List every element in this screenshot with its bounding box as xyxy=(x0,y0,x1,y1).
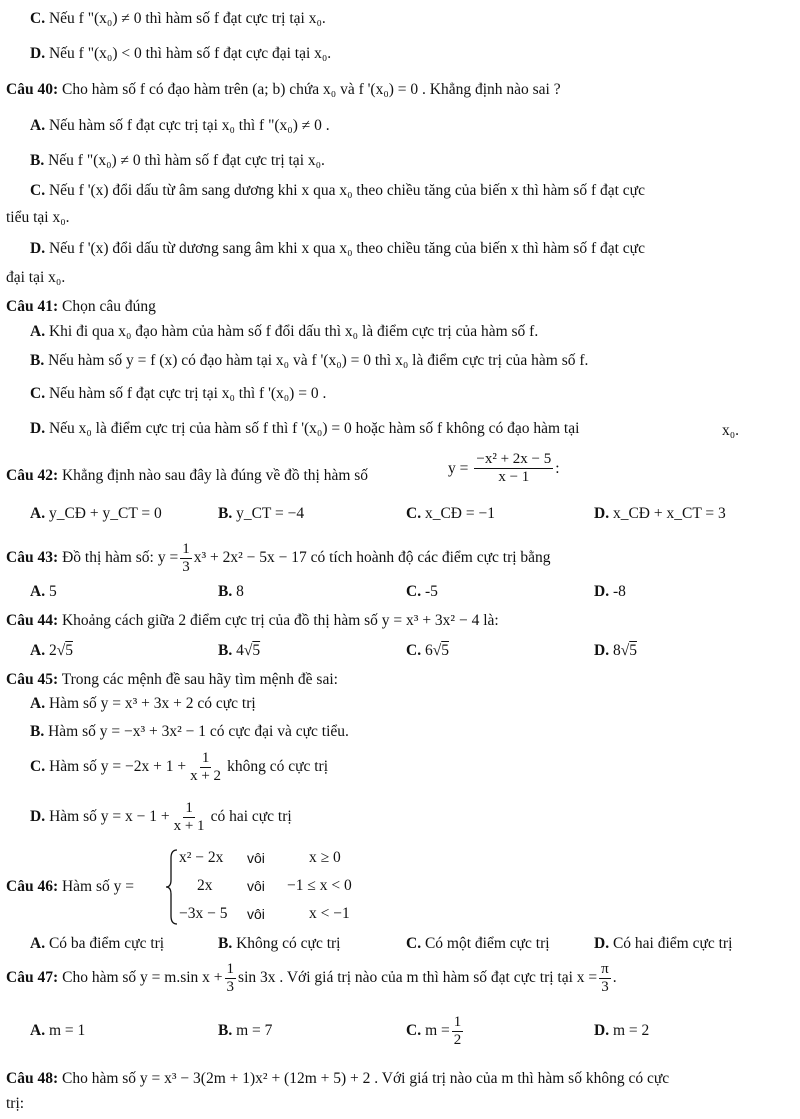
option-a: A. 2√5 xyxy=(30,642,73,659)
option-text: Hàm số y = x − 1 + xyxy=(49,808,170,825)
piece-cond: x < −1 xyxy=(309,905,350,922)
coefficient: 2 xyxy=(48,642,57,659)
option-d: D. 8√5 xyxy=(594,642,637,659)
question-label: Câu 42: xyxy=(6,467,59,484)
radicand: 5 xyxy=(65,642,73,659)
fraction xyxy=(172,801,207,834)
numerator: 1 xyxy=(453,1013,462,1030)
option-label: B. xyxy=(218,505,233,522)
option-text: y_CĐ + y_CT = 0 xyxy=(48,505,162,522)
option-label: C. xyxy=(406,1022,422,1039)
option-c xyxy=(406,934,550,954)
option-text: Nếu x₀ là điểm cực trị của hàm số f thì f '(x₀) = 0 hoặc hàm số f không có đạo hàm tại xyxy=(48,420,580,437)
option-label: C. xyxy=(406,583,422,600)
piece-cond: −1 ≤ x < 0 xyxy=(287,877,352,894)
denominator: x − 1 xyxy=(498,469,530,485)
option-label: B. xyxy=(30,723,45,740)
question-stem: Khẳng định nào sau đây là đúng về đồ thị hàm số xyxy=(61,467,369,484)
coefficient: 4 xyxy=(236,642,244,659)
option-text: Không có cực trị xyxy=(236,935,341,952)
option-b xyxy=(218,582,244,602)
option-d xyxy=(594,582,626,602)
option-text: -8 xyxy=(612,583,626,600)
option-c-continuation: tiểu tại x₀. xyxy=(6,209,70,226)
option-text: Nếu f "(x₀) ≠ 0 thì hàm số f đạt cực trị tại x₀. xyxy=(48,152,325,169)
option-label: C. xyxy=(30,182,46,199)
option-label: D. xyxy=(30,45,46,62)
option-a xyxy=(30,582,57,602)
fraction xyxy=(599,962,611,995)
function-lhs: y = xyxy=(448,459,469,477)
option-label: B. xyxy=(30,152,45,169)
option-label: D. xyxy=(594,505,610,522)
option-label: C. xyxy=(30,758,46,775)
option-text: Hàm số y = x³ + 3x + 2 có cực trị xyxy=(48,695,256,712)
question-47 xyxy=(6,958,617,998)
option-text: Có ba điểm cực trị xyxy=(48,935,165,952)
question-stem: Cho hàm số y = x³ − 3(2m + 1)x² + (12m + 5) + 2 . Với giá trị nào của m thì hàm số không có cực xyxy=(61,1070,670,1087)
option-text: Nếu hàm số f đạt cực trị tại x₀ thì f "(x₀) ≠ 0 . xyxy=(48,117,330,134)
question-40 xyxy=(6,80,561,100)
question-stem: Cho hàm số f có đạo hàm trên (a; b) chứa x₀ và f '(x₀) = 0 . Khẳng định nào sai ? xyxy=(61,81,561,98)
question-label: Câu 45: xyxy=(6,671,59,688)
option-c xyxy=(406,1011,465,1051)
question-label: Câu 46: xyxy=(6,878,59,895)
option-d xyxy=(594,1021,649,1041)
option-a xyxy=(30,116,330,136)
question-stem: Đồ thị hàm số: xyxy=(62,549,154,566)
question-48 xyxy=(6,1069,669,1089)
option-d xyxy=(30,239,645,259)
option-b xyxy=(30,722,349,742)
option-text: Nếu f "(x₀) < 0 thì hàm số f đạt cực đại tại x₀. xyxy=(48,45,332,62)
option-label: A. xyxy=(30,117,46,134)
option-text: x_CĐ + x_CT = 3 xyxy=(612,505,726,522)
option-d-tail: x₀. xyxy=(722,422,740,439)
option-label: A. xyxy=(30,1022,46,1039)
option-label: A. xyxy=(30,505,46,522)
option-d xyxy=(30,797,292,837)
option-d xyxy=(594,504,726,524)
question-label: Câu 43: xyxy=(6,549,59,566)
option-c xyxy=(30,384,326,404)
option-label: C. xyxy=(406,642,422,659)
numerator: −x² + 2x − 5 xyxy=(476,451,552,467)
question-label: Câu 48: xyxy=(6,1070,59,1087)
q42-function xyxy=(448,452,560,485)
question-stem-rest: x³ + 2x² − 5x − 17 có tích hoành độ các điểm cực trị bằng xyxy=(193,549,551,566)
option-text: x_CĐ = −1 xyxy=(424,505,495,522)
radicand: 5 xyxy=(629,642,637,659)
option-d xyxy=(30,44,331,64)
option-label: A. xyxy=(30,642,46,659)
denominator: 3 xyxy=(226,978,235,995)
option-label: D. xyxy=(30,240,46,257)
option-text: m = 2 xyxy=(612,1022,650,1039)
option-text-tail: không có cực trị xyxy=(227,758,329,775)
question-stem: Cho hàm số y = m.sin x + xyxy=(62,969,223,986)
option-label: D. xyxy=(30,420,46,437)
option-a xyxy=(30,322,538,342)
option-label: B. xyxy=(218,1022,233,1039)
option-label: D. xyxy=(594,583,610,600)
option-label: C. xyxy=(30,10,46,27)
question-stem-mid: sin 3x . Với giá trị nào của m thì hàm số đạt cực trị tại x = xyxy=(238,969,598,986)
option-a xyxy=(30,1021,85,1041)
option-text: m = 7 xyxy=(236,1022,273,1039)
option-label: D. xyxy=(594,1022,610,1039)
denominator: 3 xyxy=(182,558,190,575)
fraction xyxy=(452,1015,464,1048)
option-label: D. xyxy=(594,935,610,952)
option-c xyxy=(30,181,645,201)
numerator: 1 xyxy=(182,540,190,557)
function-lhs: y = xyxy=(157,549,179,566)
fraction xyxy=(474,452,553,485)
option-label: A. xyxy=(30,935,46,952)
option-c xyxy=(30,747,328,787)
option-c: C. 6√5 xyxy=(406,642,449,659)
denominator: x + 2 xyxy=(190,767,222,784)
piece-expr: x² − 2x xyxy=(179,849,224,866)
question-label: Câu 41: xyxy=(6,298,59,315)
coefficient: 6 xyxy=(424,642,433,659)
denominator: x + 1 xyxy=(173,817,205,834)
option-label: A. xyxy=(30,583,46,600)
question-stem: Khoảng cách giữa 2 điểm cực trị của đồ thị hàm số y = x³ + 3x² − 4 là: xyxy=(61,612,499,629)
option-b: B. 4√5 xyxy=(218,642,261,659)
option-c xyxy=(406,504,495,524)
option-label: C. xyxy=(30,385,46,402)
piecewise-function xyxy=(165,848,365,926)
question-label: Câu 40: xyxy=(6,81,59,98)
option-label: D. xyxy=(30,808,46,825)
option-c xyxy=(30,9,326,29)
question-41 xyxy=(6,297,156,317)
option-text: -5 xyxy=(424,583,438,600)
question-stem: Hàm số y = xyxy=(61,878,135,895)
option-label: D. xyxy=(594,642,610,659)
option-text: Nếu hàm số f đạt cực trị tại x₀ thì f '(x₀) = 0 . xyxy=(48,385,327,402)
option-text: m = xyxy=(425,1022,450,1039)
option-label: B. xyxy=(218,642,233,659)
question-45 xyxy=(6,670,338,690)
fraction xyxy=(180,542,192,575)
fraction xyxy=(188,751,223,784)
option-text: 8 xyxy=(236,583,244,600)
denominator: 3 xyxy=(601,978,609,995)
question-label: Câu 47: xyxy=(6,969,59,986)
piece-expr: −3x − 5 xyxy=(179,905,228,922)
option-b xyxy=(218,934,340,954)
option-b xyxy=(218,504,304,524)
option-text: Nếu hàm số y = f (x) có đạo hàm tại x₀ và f '(x₀) = 0 thì x₀ là điểm cực trị của hàm số f. xyxy=(48,352,589,369)
option-label: A. xyxy=(30,323,46,340)
option-text-tail: có hai cực trị xyxy=(210,808,292,825)
option-b xyxy=(218,1021,272,1041)
option-c xyxy=(406,582,438,602)
coefficient: 8 xyxy=(612,642,621,659)
question-46 xyxy=(6,877,134,897)
option-label: B. xyxy=(218,935,233,952)
option-text: Nếu f '(x) đổi dấu từ âm sang dương khi x qua x₀ theo chiều tăng của biến x thì hàm số f đạt cực xyxy=(48,182,645,199)
option-text: y_CT = −4 xyxy=(236,505,305,522)
option-text: 5 xyxy=(48,583,57,600)
option-b xyxy=(30,151,325,171)
period: . xyxy=(612,969,617,986)
radicand: 5 xyxy=(441,642,449,659)
piece-word: vôi xyxy=(247,906,265,922)
numerator: π xyxy=(601,960,609,977)
option-label: A. xyxy=(30,695,46,712)
question-stem: Trong các mệnh đề sau hãy tìm mệnh đề sai: xyxy=(61,671,338,688)
option-label: C. xyxy=(406,505,422,522)
option-label: B. xyxy=(30,352,45,369)
piece-expr: 2x xyxy=(197,877,213,894)
option-label: B. xyxy=(218,583,233,600)
option-a xyxy=(30,504,162,524)
option-d xyxy=(594,934,732,954)
radicand: 5 xyxy=(252,642,261,659)
denominator: 2 xyxy=(453,1031,462,1048)
question-44 xyxy=(6,611,499,631)
question-stem: Chọn câu đúng xyxy=(61,298,156,315)
numerator: 1 xyxy=(185,799,193,816)
option-b xyxy=(30,351,588,371)
option-a xyxy=(30,934,164,954)
piece-cond: x ≥ 0 xyxy=(309,849,341,866)
option-a xyxy=(30,694,256,714)
option-text: Hàm số y = −x³ + 3x² − 1 có cực đại và cực tiểu. xyxy=(48,723,349,740)
option-label: C. xyxy=(406,935,422,952)
colon: : xyxy=(555,459,560,477)
option-text: Có hai điểm cực trị xyxy=(612,935,733,952)
option-text: Có một điểm cực trị xyxy=(424,935,550,952)
question-43 xyxy=(6,538,551,578)
fraction xyxy=(225,962,237,995)
option-text: Khi đi qua x₀ đạo hàm của hàm số f đổi dấu thì x₀ là điểm cực trị của hàm số f. xyxy=(48,323,539,340)
option-d xyxy=(30,419,579,439)
option-text: m = 1 xyxy=(48,1022,86,1039)
question-48-continuation: trị: xyxy=(6,1095,25,1112)
left-brace xyxy=(165,848,179,926)
numerator: 1 xyxy=(226,960,235,977)
option-text: Nếu f '(x) đổi dấu từ dương sang âm khi x qua x₀ theo chiều tăng của biến x thì hàm số f đạt cực xyxy=(48,240,645,257)
numerator: 1 xyxy=(201,749,210,766)
question-42 xyxy=(6,466,368,486)
option-text: Hàm số y = −2x + 1 + xyxy=(49,758,187,775)
option-d-continuation: đại tại x₀. xyxy=(6,269,66,286)
option-text: Nếu f "(x₀) ≠ 0 thì hàm số f đạt cực trị tại x₀. xyxy=(48,10,326,27)
question-label: Câu 44: xyxy=(6,612,59,629)
piece-word: vôi xyxy=(247,878,265,894)
piece-word: vôi xyxy=(247,850,265,866)
